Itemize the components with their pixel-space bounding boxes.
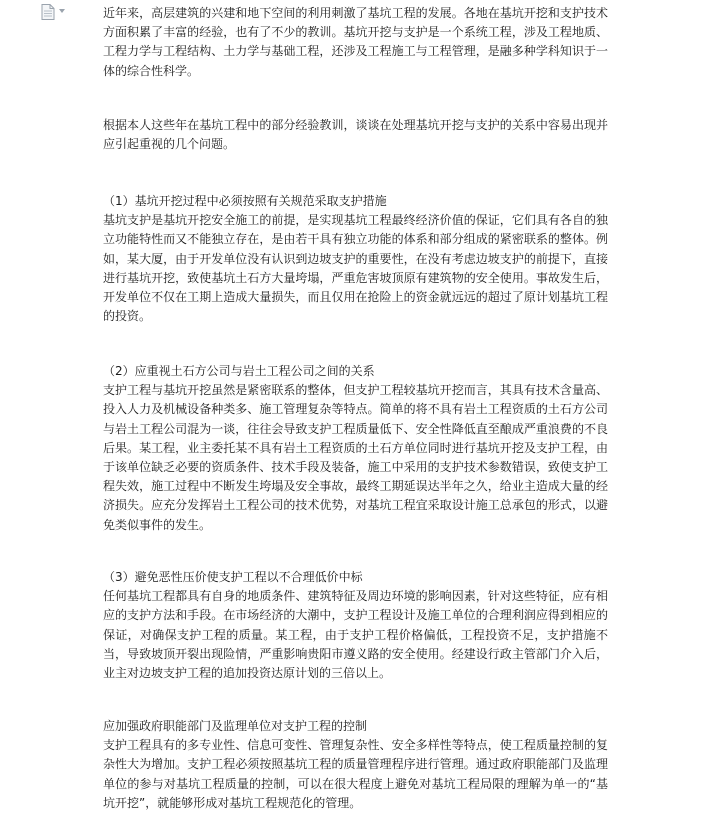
section-heading: （1）基坑开挖过程中必须按照有关规范采取支护措施 [103,194,387,208]
section-4 [103,717,608,813]
chevron-down-icon[interactable] [59,9,65,13]
intro-paragraph-block [103,4,608,81]
section-1 [103,192,608,326]
section-heading: 应加强政府职能部门及监理单位对支护工程的控制 [103,719,368,733]
section-heading: （3）避免恶性压价使支护工程以不合理低价中标 [103,570,363,584]
section-body: 支护工程具有的多专业性、信息可变性、管理复杂性、安全多样性等特点，使工程质量控制的复杂性大为增加。支护工程必须按照基坑工程的质量管理程序进行管理。通过政府职能部门及监理单位的参与对基坑工程质量的控制，可以在很大程度上避免对基坑工程局限的理解为单一的“基坑开挖”，就能够形成对基坑工程规范化的管理。 [103,738,608,810]
section-2 [103,362,608,535]
section-heading: （2）应重视土石方公司与岩土工程公司之间的关系 [103,364,375,378]
document-icon[interactable] [41,4,55,20]
section-body: 任何基坑工程都具有自身的地质条件、建筑特征及周边环境的影响因素，针对这些特征，应有相应的支护方法和手段。在市场经济的大潮中，支护工程设计及施工单位的合理利润应得到相应的保证，对确保支护工程的质量。某工程，由于支护工程价格偏低，工程投资不足，支护措施不当，导致坡顶开裂出现险情，严重影响贵阳市遵义路的安全使用。经建设行政主管部门介入后，业主对边坡支护工程的追加投资达原计划的三倍以上。 [103,589,608,681]
section-body: 基坑支护是基坑开挖安全施工的前提，是实现基坑工程最终经济价值的保证，它们具有各自的独立功能特性而又不能独立存在，是由若干具有独立功能的体系和部分组成的紧密联系的整体。例如，某大厦，由于开发单位没有认识到边坡支护的重要性，在没有考虑边坡支护的前提下，直接进行基坑开挖，致使基坑土石方大量垮塌，严重危害坡顶原有建筑物的安全使用。事故发生后，开发单位不仅在工期上造成大量损失，而且仅用在抢险上的资金就远远的超过了原计划基坑工程的投资。 [103,213,608,324]
section-body: 支护工程与基坑开挖虽然是紧密联系的整体，但支护工程较基坑开挖而言，其具有技术含量高、投入人力及机械设备种类多、施工管理复杂等特点。简单的将不具有岩土工程资质的土石方公司与岩土工程公司混为一谈，往往会导致支护工程质量低下、安全性降低直至酿成严重浪费的不良后果。某工程，业主委托某不具有岩土工程资质的土石方单位同时进行基坑开挖及支护工程，由于该单位缺乏必要的资质条件、技术手段及装备，施工中采用的支护技术参数错误，致使支护工程失效，施工过程中不断发生垮塌及安全事故，最终工期延误达半年之久，给业主造成大量的经济损失。应充分发挥岩土工程公司的技术优势，对基坑工程宜采取设计施工总承包的形式，以避免类似事件的发生。 [103,383,608,532]
intro-paragraph: 近年来，高层建筑的兴建和地下空间的利用刺激了基坑工程的发展。各地在基坑开挖和支护技术方面积累了丰富的经验，也有了不少的教训。基坑开挖与支护是一个系统工程，涉及工程地质、工程力学与工程结构、土力学与基础工程，还涉及工程施工与工程管理，是融多种学科知识于一体的综合性科学。 [103,6,608,78]
document-page-icon [41,4,55,20]
section-3 [103,568,608,683]
preface-paragraph-block [103,116,608,154]
preface-paragraph: 根据本人这些年在基坑工程中的部分经验教训，谈谈在处理基坑开挖与支护的关系中容易出现并应引起重视的几个问题。 [103,118,608,152]
